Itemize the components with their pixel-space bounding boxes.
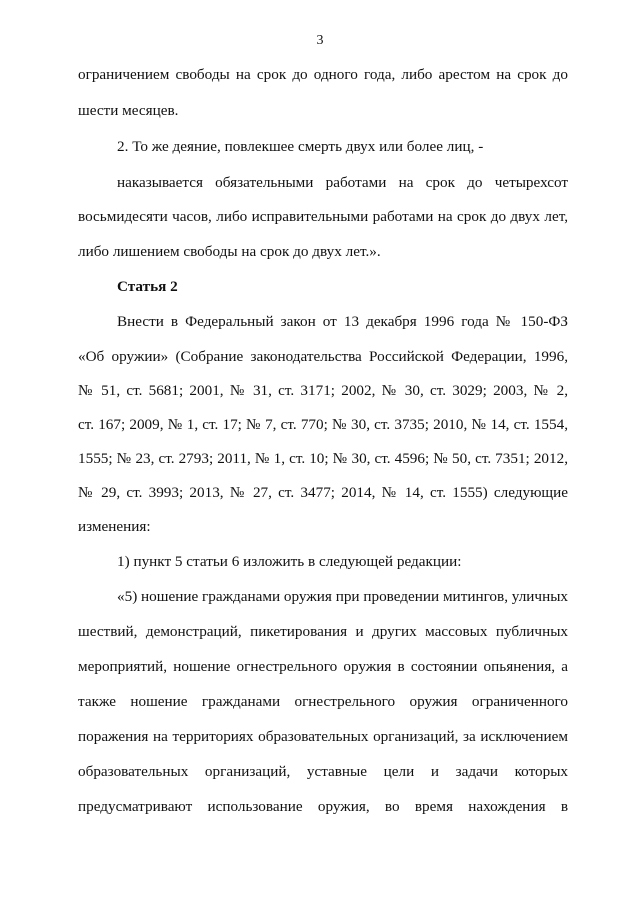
text-line: Внести в Федеральный закон от 13 декабря 1996 года № 150-ФЗ [117, 313, 568, 330]
text-line: № 29, ст. 3993; 2013, № 27, ст. 3477; 2014, № 14, ст. 1555) следующие [78, 484, 568, 501]
article-heading: Статья 2 [117, 278, 178, 295]
text-line: ст. 167; 2009, № 1, ст. 17; № 7, ст. 770; № 30, ст. 3735; 2010, № 14, ст. 1554, [78, 416, 568, 433]
text-line: 2. То же деяние, повлекшее смерть двух или более лиц, - [117, 138, 484, 155]
text-line: шести месяцев. [78, 102, 179, 119]
text-line: шествий, демонстраций, пикетирования и других массовых публичных [78, 623, 568, 640]
list-item: 1) пункт 5 статьи 6 изложить в следующей редакции: [117, 553, 462, 570]
text-line: № 51, ст. 5681; 2001, № 31, ст. 3171; 2002, № 30, ст. 3029; 2003, № 2, [78, 382, 568, 399]
text-line: наказывается обязательными работами на срок до четырехсот [117, 174, 568, 191]
page-number: 3 [316, 33, 324, 48]
text-line: изменения: [78, 518, 151, 535]
text-line: «5) ношение гражданами оружия при проведении митингов, уличных [117, 588, 568, 605]
text-line: 1555; № 23, ст. 2793; 2011, № 1, ст. 10; № 30, ст. 4596; № 50, ст. 7351; 2012, [78, 450, 568, 467]
text-line: предусматривают использование оружия, во время нахождения в [78, 798, 568, 815]
text-line: мероприятий, ношение огнестрельного оружия в состоянии опьянения, а [78, 658, 568, 675]
text-line: образовательных организаций, уставные цели и задачи которых [78, 763, 568, 780]
text-line: также ношение гражданами огнестрельного оружия ограниченного [78, 693, 568, 710]
text-line: либо лишением свободы на срок до двух лет.». [78, 243, 381, 260]
text-line: ограничением свободы на срок до одного года, либо арестом на срок до [78, 66, 568, 83]
text-line: восьмидесяти часов, либо исправительными работами на срок до двух лет, [78, 208, 568, 225]
text-line: поражения на территориях образовательных организаций, за исключением [78, 728, 568, 745]
text-line: «Об оружии» (Собрание законодательства Российской Федерации, 1996, [78, 348, 568, 365]
